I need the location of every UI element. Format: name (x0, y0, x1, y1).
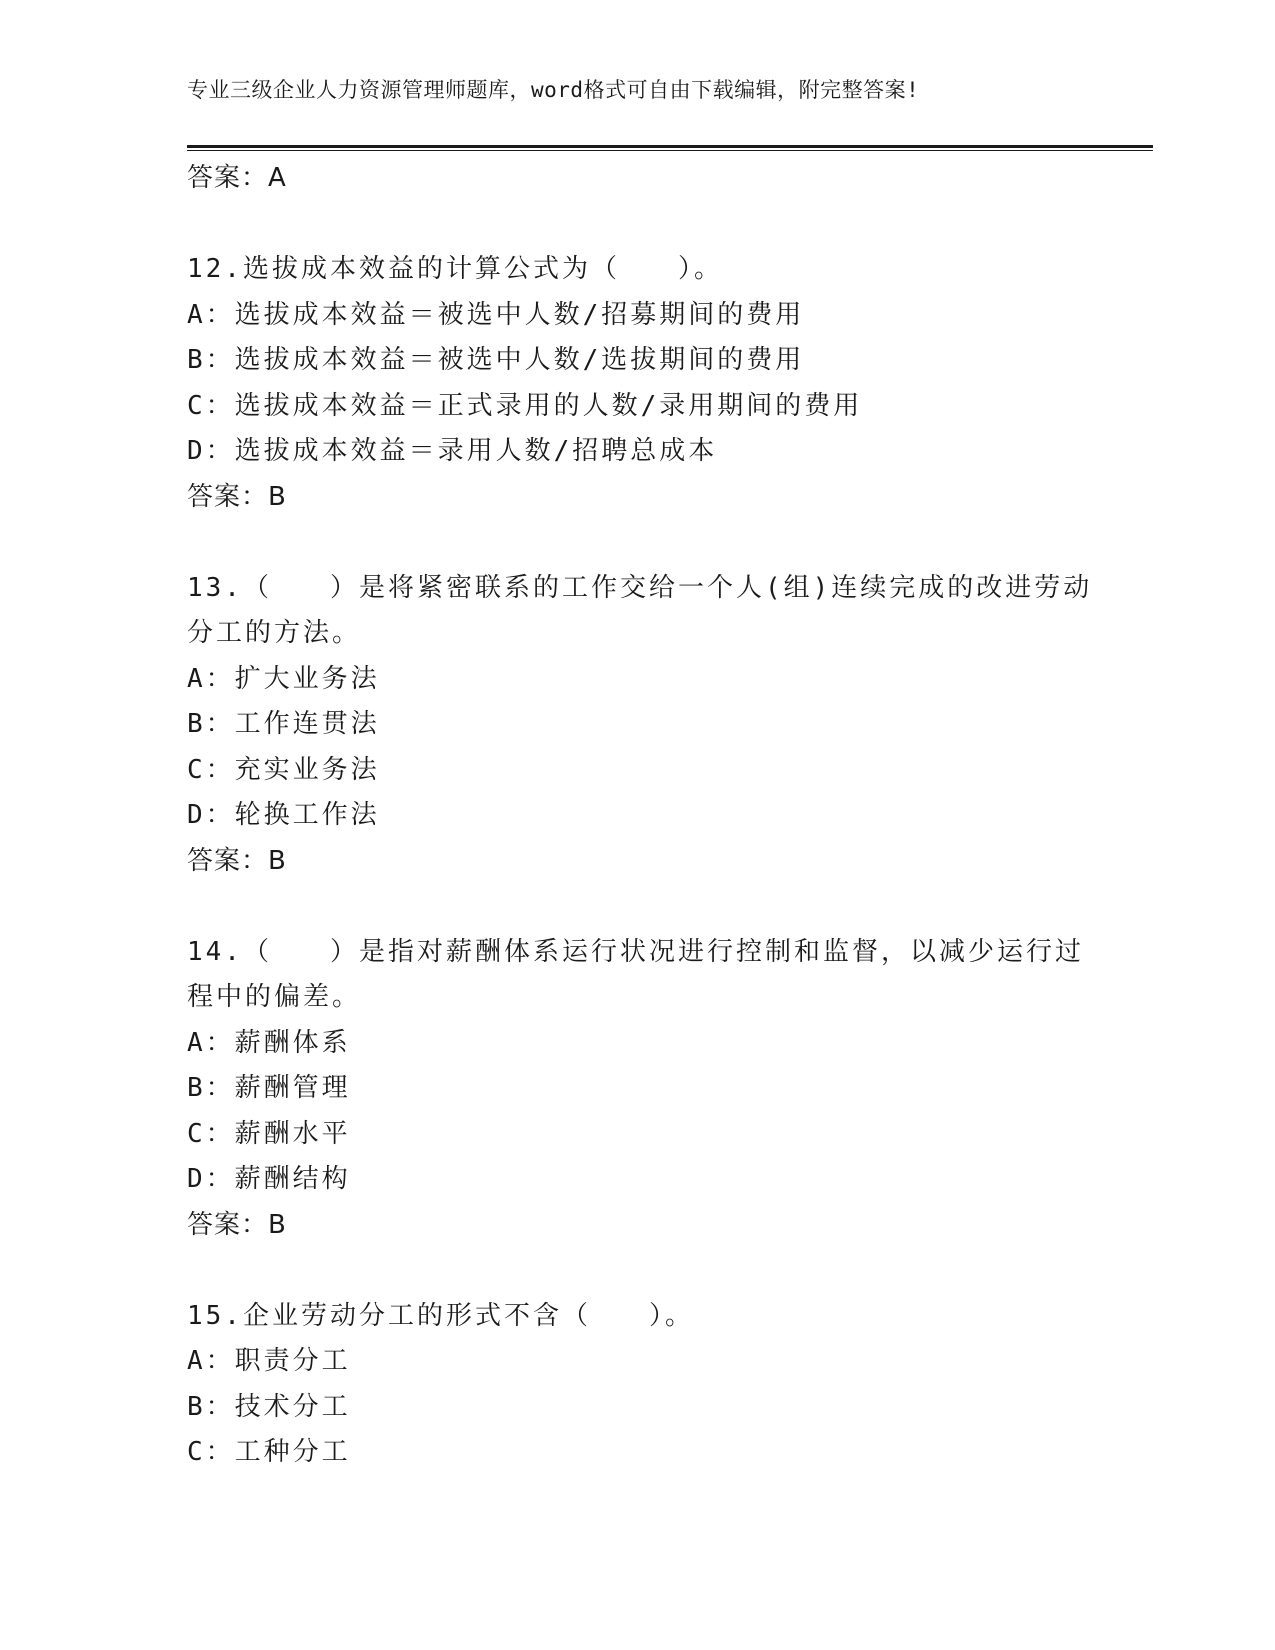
option-c: C：薪酬水平 (187, 1118, 351, 1149)
option-c: C：工种分工 (187, 1437, 351, 1467)
question-13 (187, 566, 1093, 885)
answer-q12: 答案：B (187, 481, 287, 512)
question-stem: 15.企业劳动分工的形式不含（ ）。 (187, 1300, 694, 1331)
question-15 (187, 1294, 1087, 1476)
header-rule-thin (187, 150, 1153, 151)
option-a: A：薪酬体系 (187, 1027, 351, 1058)
spacer (187, 1248, 1087, 1294)
question-stem: 13.（ ）是将紧密联系的工作交给一个人(组)连续完成的改进劳动 (187, 572, 1093, 603)
spacer (187, 884, 1087, 930)
question-12 (187, 247, 1087, 520)
option-a: A：选拔成本效益＝被选中人数/招募期间的费用 (187, 299, 805, 330)
option-a: A：扩大业务法 (187, 663, 380, 694)
answer-q14: 答案：B (187, 1209, 287, 1240)
option-c: C：选拔成本效益＝正式录用的人数/录用期间的费用 (187, 390, 863, 421)
question-stem: 14.（ ）是指对薪酬体系运行状况进行控制和监督，以减少运行过 (187, 936, 1084, 967)
question-stem: 12.选拔成本效益的计算公式为（ ）。 (187, 254, 723, 284)
answer-q11: 答案：A (187, 163, 287, 193)
option-a: A：职责分工 (187, 1346, 351, 1376)
option-b: B：技术分工 (187, 1391, 351, 1422)
option-c: C：充实业务法 (187, 754, 380, 785)
option-d: D：选拔成本效益＝录用人数/招聘总成本 (187, 436, 718, 466)
question-stem-cont: 程中的偏差。 (187, 982, 362, 1012)
question-stem-cont: 分工的方法。 (187, 618, 362, 648)
spacer (187, 520, 1087, 566)
question-list (187, 156, 1093, 1476)
page-header: 专业三级企业人力资源管理师题库，word格式可自由下载编辑，附完整答案! (187, 78, 920, 102)
option-b: B：选拔成本效益＝被选中人数/选拔期间的费用 (187, 345, 805, 375)
answer-q13: 答案：B (187, 845, 287, 876)
option-b: B：工作连贯法 (187, 709, 380, 739)
option-d: D：轮换工作法 (187, 800, 380, 830)
header-rule-thick (187, 145, 1153, 148)
question-14 (187, 930, 1087, 1249)
option-b: B：薪酬管理 (187, 1073, 351, 1103)
option-d: D：薪酬结构 (187, 1164, 351, 1194)
spacer (187, 202, 1087, 248)
